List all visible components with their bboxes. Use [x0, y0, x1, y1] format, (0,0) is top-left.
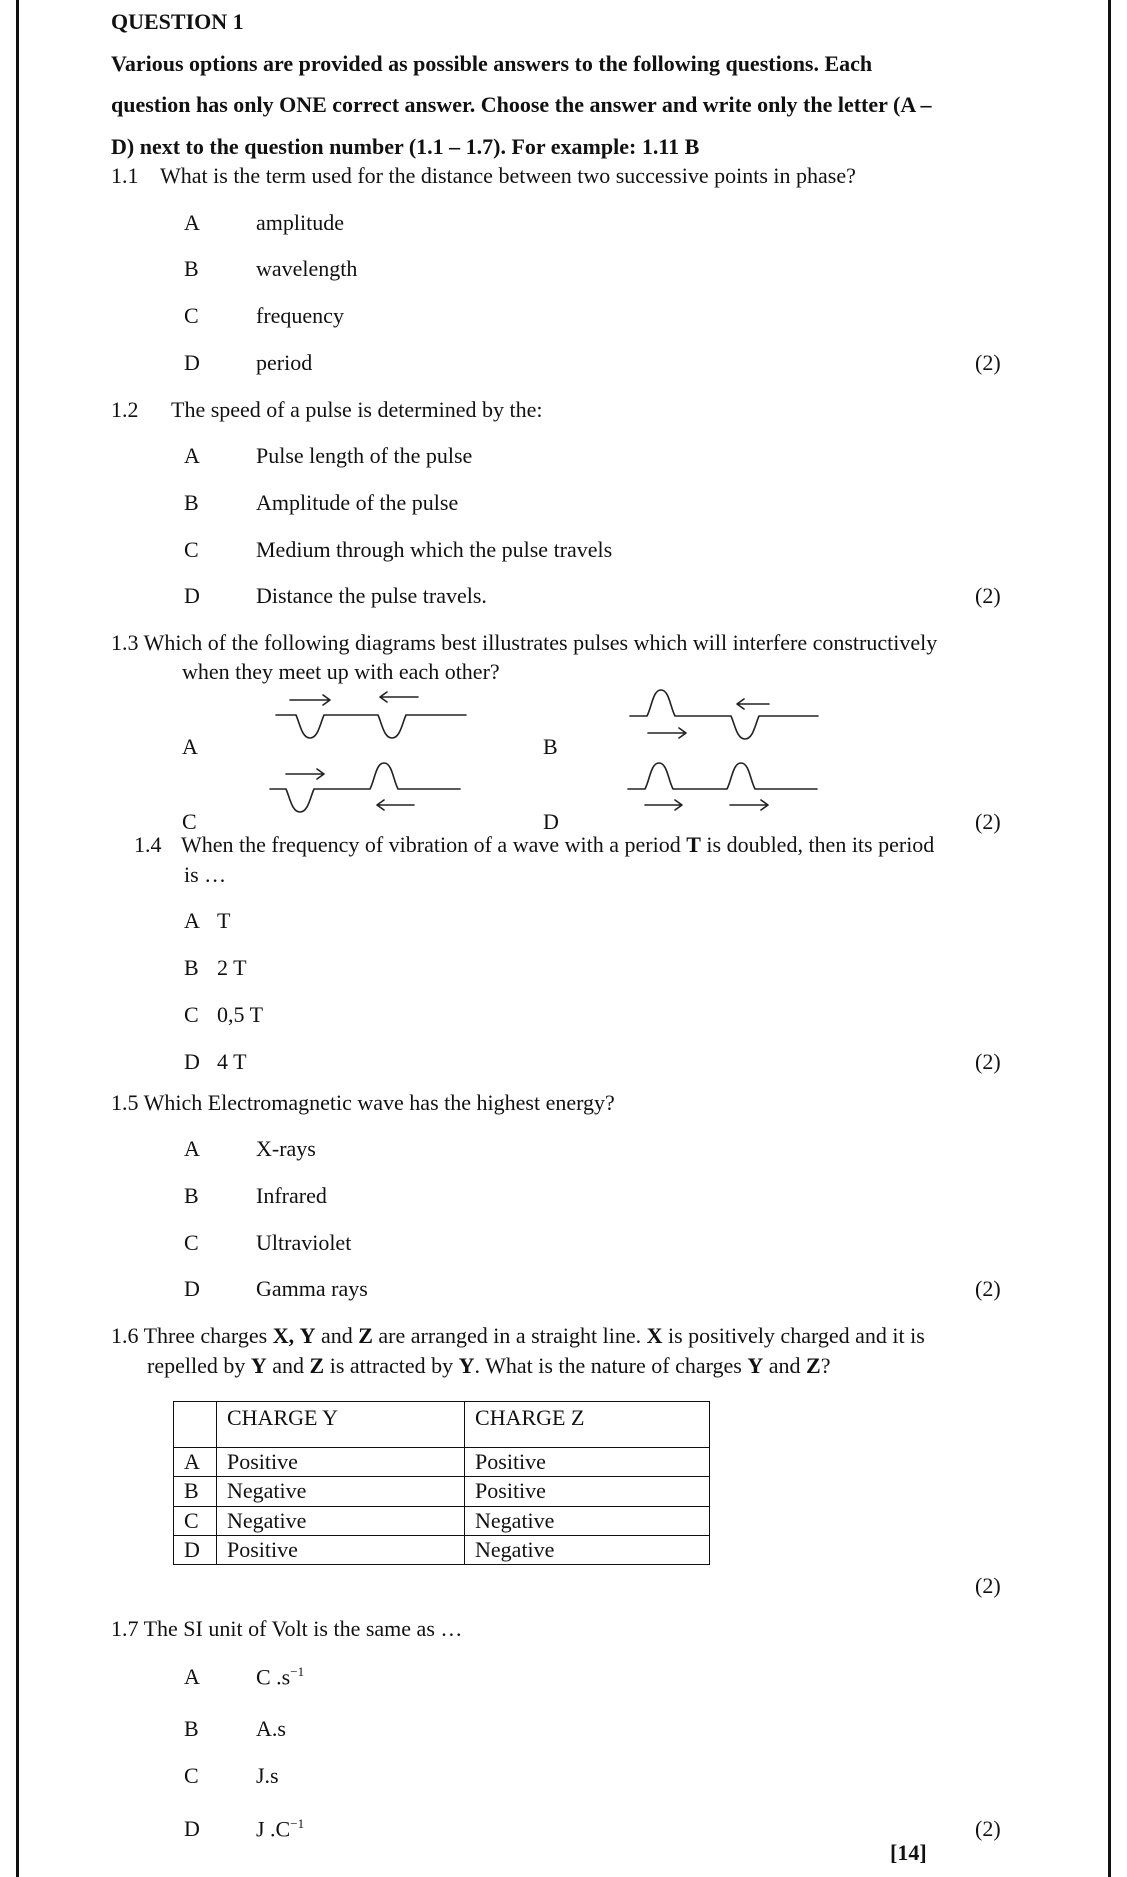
instructions-line-3: D) next to the question number (1.1 – 1.7). For example: 1.11 B — [111, 134, 700, 159]
marks-1-2: (2) — [975, 583, 1001, 608]
unit-exponent: −1 — [290, 1664, 305, 1679]
question-1-1-number: 1.1 — [111, 163, 139, 188]
charge-y-cell: Positive — [217, 1448, 465, 1477]
option-letter: D — [184, 1816, 200, 1841]
option-text — [256, 1664, 304, 1690]
option-text: Pulse length of the pulse — [256, 443, 473, 468]
charge-y-cell: Negative — [217, 1506, 465, 1535]
marks-1-1: (2) — [975, 350, 1001, 375]
question-1-2-text: The speed of a pulse is determined by the: — [171, 397, 543, 422]
diagram-a-pulses — [276, 692, 466, 738]
option-text — [256, 1816, 304, 1842]
text-run: and — [763, 1353, 807, 1378]
column-header-charge-z: CHARGE Z — [465, 1402, 710, 1448]
charge-symbol: X — [646, 1323, 663, 1348]
option-letter: D — [184, 583, 200, 608]
marks-1-3: (2) — [975, 809, 1001, 834]
unit-base: C .s — [256, 1664, 291, 1690]
table-row — [174, 1477, 710, 1506]
row-letter: D — [174, 1535, 217, 1564]
charges-table — [173, 1401, 710, 1565]
charge-z-cell: Positive — [465, 1448, 710, 1477]
text-run: 1.6 Three charges — [111, 1323, 273, 1348]
table-row — [174, 1448, 710, 1477]
period-symbol: T — [686, 832, 701, 857]
marks-1-6: (2) — [975, 1573, 1001, 1598]
pulse-diagrams — [0, 680, 1127, 820]
diagram-c-pulses — [270, 763, 460, 812]
option-text: amplitude — [256, 210, 344, 235]
question-1-5-text: 1.5 Which Electromagnetic wave has the highest energy? — [111, 1090, 615, 1115]
diagram-d-pulses — [628, 763, 817, 810]
text-run: ? — [820, 1353, 831, 1378]
option-letter: C — [184, 537, 199, 562]
marks-1-4: (2) — [975, 1049, 1001, 1074]
question-1-4-text — [181, 832, 934, 858]
instructions-line-1: Various options are provided as possible answers to the following questions. Each — [111, 51, 873, 76]
option-letter: A — [184, 443, 200, 468]
option-letter: B — [184, 490, 199, 515]
instructions-line-2: question has only ONE correct answer. Choose the answer and write only the letter (A – — [111, 92, 932, 117]
marks-1-7: (2) — [975, 1816, 1001, 1841]
text-run: and — [315, 1323, 359, 1348]
option-letter: A — [184, 1664, 200, 1689]
row-letter: A — [174, 1448, 217, 1477]
option-text: J.s — [256, 1763, 279, 1788]
option-letter: B — [184, 955, 199, 980]
option-text: X-rays — [256, 1136, 316, 1161]
option-text: Amplitude of the pulse — [256, 490, 459, 515]
charge-symbol: Z — [358, 1323, 373, 1348]
column-header-charge-y: CHARGE Y — [217, 1402, 465, 1448]
charge-symbol: Y — [747, 1353, 764, 1378]
table-corner-cell — [174, 1402, 217, 1448]
charge-z-cell: Negative — [465, 1535, 710, 1564]
question-1-2-number: 1.2 — [111, 397, 139, 422]
question-1-3-text-cont: when they meet up with each other? — [182, 659, 500, 684]
option-text: T — [217, 908, 231, 933]
diagram-b-pulses — [630, 690, 818, 739]
option-text: Ultraviolet — [256, 1230, 352, 1255]
option-text: Medium through which the pulse travels — [256, 537, 613, 562]
charge-y-cell: Positive — [217, 1535, 465, 1564]
option-letter: A — [184, 908, 200, 933]
text-run: and — [266, 1353, 310, 1378]
charge-symbol: Y — [299, 1323, 316, 1348]
text-run: is positively charged and it is — [662, 1323, 925, 1348]
table-row — [174, 1506, 710, 1535]
question-1-4-text-cont: is … — [184, 862, 227, 887]
table-header-row — [174, 1402, 710, 1448]
question-1-6-text — [111, 1323, 925, 1349]
diagram-label-b: B — [543, 734, 558, 759]
question-1-4-text-part: When the frequency of vibration of a wave with a period — [181, 832, 681, 857]
charge-symbol: Y — [458, 1353, 475, 1378]
option-text: 2 T — [217, 955, 247, 980]
marks-1-5: (2) — [975, 1276, 1001, 1301]
question-1-1-text: What is the term used for the distance between two successive points in phase? — [160, 163, 856, 188]
row-letter: C — [174, 1506, 217, 1535]
option-text: wavelength — [256, 256, 358, 281]
question-1-4-text-part: is doubled, then its period — [706, 832, 935, 857]
option-letter: A — [184, 1136, 200, 1161]
option-text: 0,5 T — [217, 1002, 264, 1027]
option-letter: B — [184, 256, 199, 281]
charge-z-cell: Positive — [465, 1477, 710, 1506]
option-text: Distance the pulse travels. — [256, 583, 487, 608]
option-text: Gamma rays — [256, 1276, 368, 1301]
total-marks: [14] — [890, 1840, 927, 1865]
charge-symbol: Y — [250, 1353, 267, 1378]
option-letter: B — [184, 1716, 199, 1741]
charge-z-cell: Negative — [465, 1506, 710, 1535]
text-run: are arranged in a straight line. — [372, 1323, 647, 1348]
diagram-label-d: D — [543, 809, 559, 834]
question-heading: QUESTION 1 — [111, 9, 244, 34]
text-run: . What is the nature of charges — [474, 1353, 748, 1378]
charge-y-cell: Negative — [217, 1477, 465, 1506]
table-row — [174, 1535, 710, 1564]
unit-exponent: −1 — [290, 1816, 305, 1831]
option-letter: D — [184, 350, 200, 375]
row-letter: B — [174, 1477, 217, 1506]
option-text: 4 T — [217, 1049, 247, 1074]
charge-symbol: Z — [309, 1353, 325, 1378]
option-letter: C — [184, 1763, 199, 1788]
diagram-label-a: A — [182, 734, 198, 759]
option-text: Infrared — [256, 1183, 327, 1208]
text-run: is attracted by — [324, 1353, 459, 1378]
left-margin-line — [16, 0, 19, 1877]
option-letter: C — [184, 1230, 199, 1255]
option-letter: C — [184, 303, 199, 328]
option-letter: A — [184, 210, 200, 235]
option-letter: D — [184, 1276, 200, 1301]
text-run: repelled by — [147, 1353, 251, 1378]
option-letter: C — [184, 1002, 199, 1027]
option-text: period — [256, 350, 313, 375]
question-1-7-text: 1.7 The SI unit of Volt is the same as … — [111, 1616, 463, 1641]
right-margin-line — [1108, 0, 1111, 1877]
question-1-4-number: 1.4 — [134, 832, 162, 857]
question-1-3-text: 1.3 Which of the following diagrams best illustrates pulses which will interfere constructively — [111, 630, 938, 655]
charge-symbol: Z — [806, 1353, 821, 1378]
diagram-label-c: C — [182, 809, 197, 834]
option-text: A.s — [256, 1716, 286, 1741]
option-letter: B — [184, 1183, 199, 1208]
unit-base: J .C — [256, 1816, 291, 1842]
option-text: frequency — [256, 303, 344, 328]
question-1-6-text-cont — [147, 1353, 830, 1379]
charge-symbol: X, — [272, 1323, 295, 1348]
option-letter: D — [184, 1049, 200, 1074]
